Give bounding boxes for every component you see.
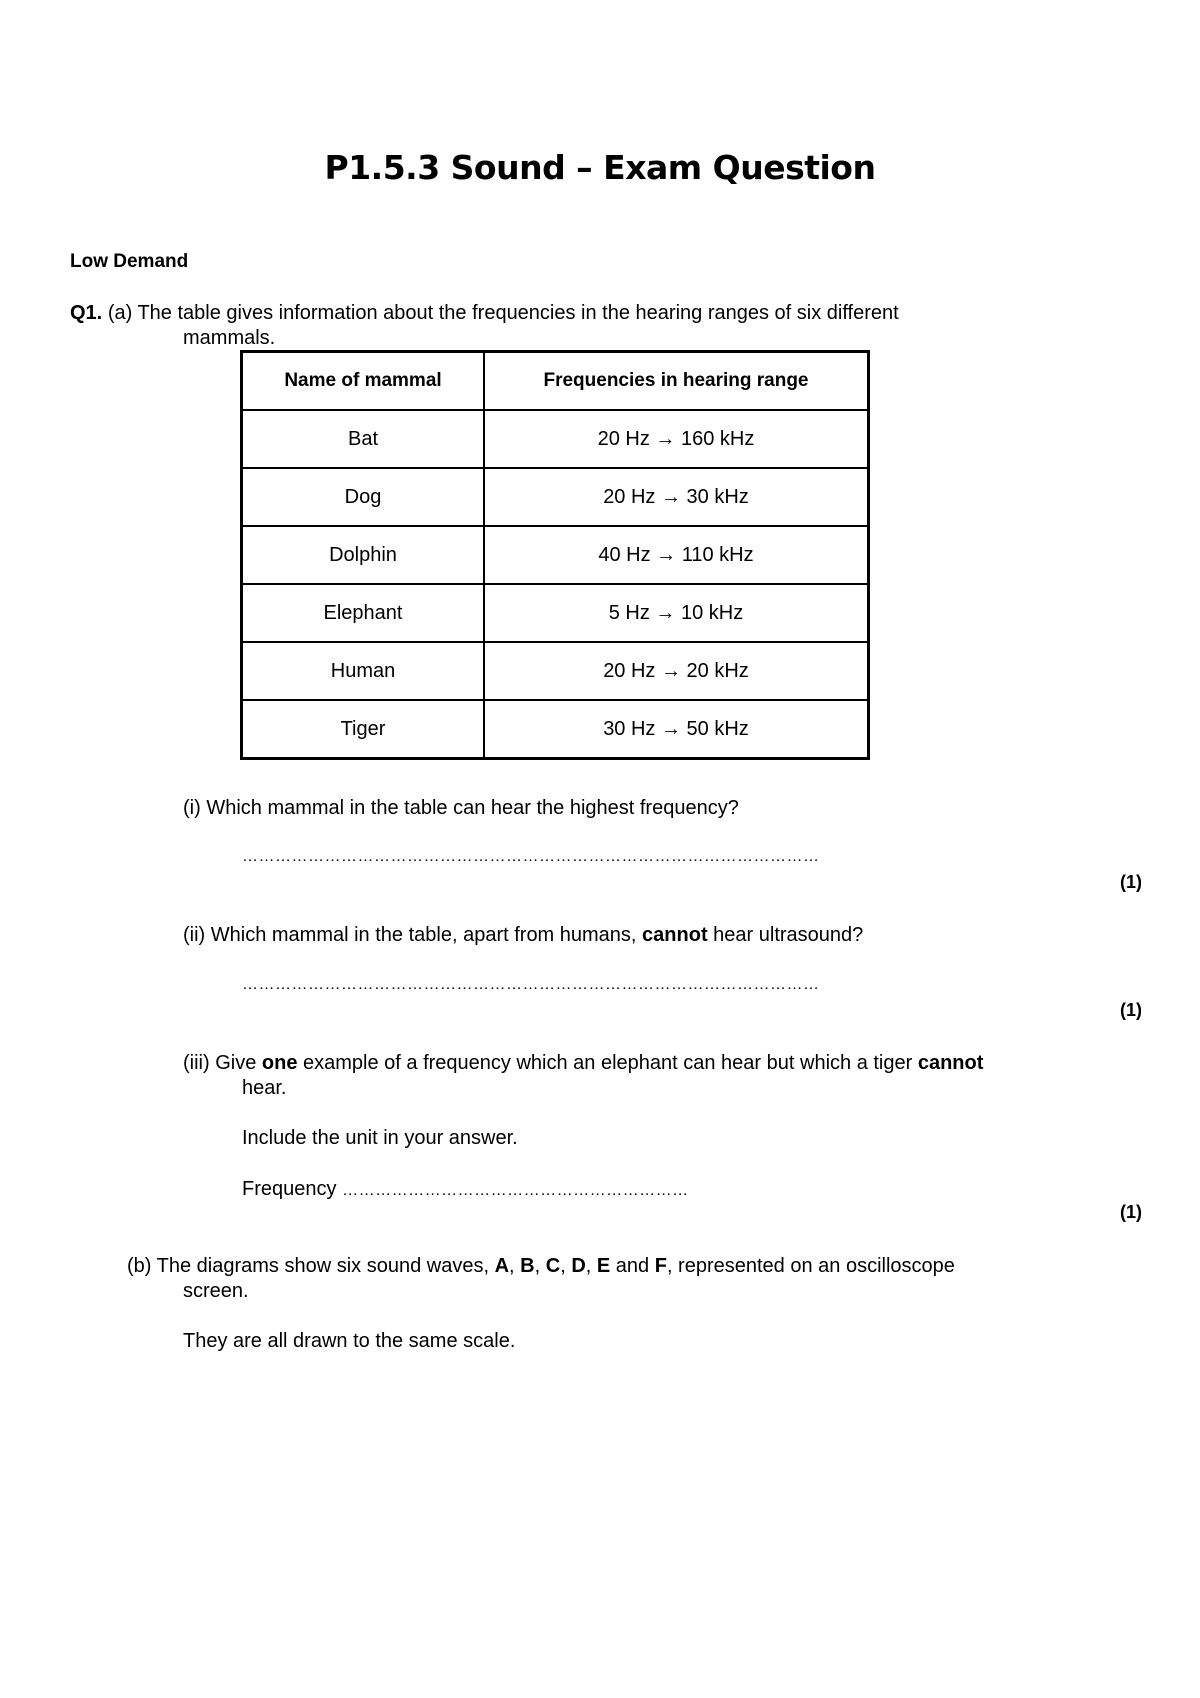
- wave-label-f: F: [654, 1255, 667, 1277]
- section-heading: Low Demand: [70, 251, 189, 272]
- column-header-mammal: Name of mammal: [242, 352, 485, 411]
- column-header-frequencies: Frequencies in hearing range: [484, 352, 869, 411]
- q1b-text-post: , represented on an oscilloscope: [666, 1255, 955, 1277]
- table-row: [242, 700, 869, 759]
- separator: ,: [585, 1255, 597, 1277]
- wave-label-a: A: [494, 1255, 510, 1277]
- answer-line-iii[interactable]: ………………………………………………………: [342, 1182, 689, 1199]
- answer-line-i[interactable]: ……………………………………………………………………………………………: [242, 848, 820, 865]
- q1a-ii-text-pre: (ii) Which mammal in the table, apart from humans,: [183, 924, 643, 946]
- q1a-iii-question-continued: hear.: [242, 1077, 287, 1099]
- frequency-range-cell: 20 Hz → 20 kHz: [484, 642, 869, 700]
- wave-label-e: E: [596, 1255, 611, 1277]
- separator: ,: [534, 1255, 546, 1277]
- q1a-ii-text-post: hear ultrasound?: [707, 924, 864, 946]
- q1a-iii-instruction: Include the unit in your answer.: [242, 1127, 518, 1149]
- q1a-intro-continued: mammals.: [183, 327, 276, 349]
- frequency-range-cell: 30 Hz → 50 kHz: [484, 700, 869, 759]
- q1b-text-pre: (b) The diagrams show six sound waves,: [127, 1255, 495, 1277]
- mammal-name-cell: Human: [242, 642, 485, 700]
- q1b-scale-note: They are all drawn to the same scale.: [183, 1330, 516, 1352]
- q1a-iii-emphasis-one: one: [261, 1052, 298, 1074]
- hearing-range-table: [240, 350, 870, 760]
- frequency-label: Frequency: [242, 1178, 337, 1200]
- marks-iii: (1): [1120, 1202, 1142, 1222]
- q1a-ii-question: [183, 923, 863, 947]
- mammal-name-cell: Tiger: [242, 700, 485, 759]
- table-row: [242, 526, 869, 584]
- q1a-i-question: (i) Which mammal in the table can hear the highest frequency?: [183, 797, 739, 819]
- wave-label-c: C: [545, 1255, 561, 1277]
- q1b-intro-continued: screen.: [183, 1280, 249, 1302]
- conjunction: and: [610, 1255, 655, 1277]
- answer-line-ii[interactable]: ……………………………………………………………………………………………: [242, 976, 820, 993]
- q1-intro: [70, 301, 899, 325]
- mammal-name-cell: Dolphin: [242, 526, 485, 584]
- frequency-range-cell: 5 Hz → 10 kHz: [484, 584, 869, 642]
- wave-label-d: D: [571, 1255, 586, 1277]
- q1a-iii-text-mid: example of a frequency which an elephant can hear but which a tiger: [297, 1052, 918, 1074]
- frequency-range-cell: 40 Hz → 110 kHz: [484, 526, 869, 584]
- q1b-intro: [127, 1254, 955, 1278]
- mammal-name-cell: Dog: [242, 468, 485, 526]
- question-number: Q1.: [70, 302, 103, 324]
- marks-ii: (1): [1120, 1000, 1142, 1020]
- q1a-ii-emphasis: cannot: [642, 924, 708, 946]
- table-row: [242, 584, 869, 642]
- separator: ,: [560, 1255, 572, 1277]
- separator: ,: [509, 1255, 521, 1277]
- table-row: [242, 468, 869, 526]
- table-row: [242, 642, 869, 700]
- q1a-intro-text: (a) The table gives information about the frequencies in the hearing ranges of six different: [107, 302, 899, 324]
- table-header-row: [242, 352, 869, 411]
- frequency-answer: [242, 1177, 689, 1203]
- wave-label-b: B: [520, 1255, 535, 1277]
- q1a-iii-text-pre: (iii) Give: [183, 1052, 262, 1074]
- page-title: P1.5.3 Sound – Exam Question: [324, 148, 876, 187]
- q1a-iii-emphasis-cannot: cannot: [917, 1052, 984, 1074]
- table-row: [242, 410, 869, 468]
- frequency-range-cell: 20 Hz → 30 kHz: [484, 468, 869, 526]
- marks-i: (1): [1120, 872, 1142, 892]
- q1a-iii-question: [183, 1051, 983, 1075]
- frequency-range-cell: 20 Hz → 160 kHz: [484, 410, 869, 468]
- mammal-name-cell: Elephant: [242, 584, 485, 642]
- mammal-name-cell: Bat: [242, 410, 485, 468]
